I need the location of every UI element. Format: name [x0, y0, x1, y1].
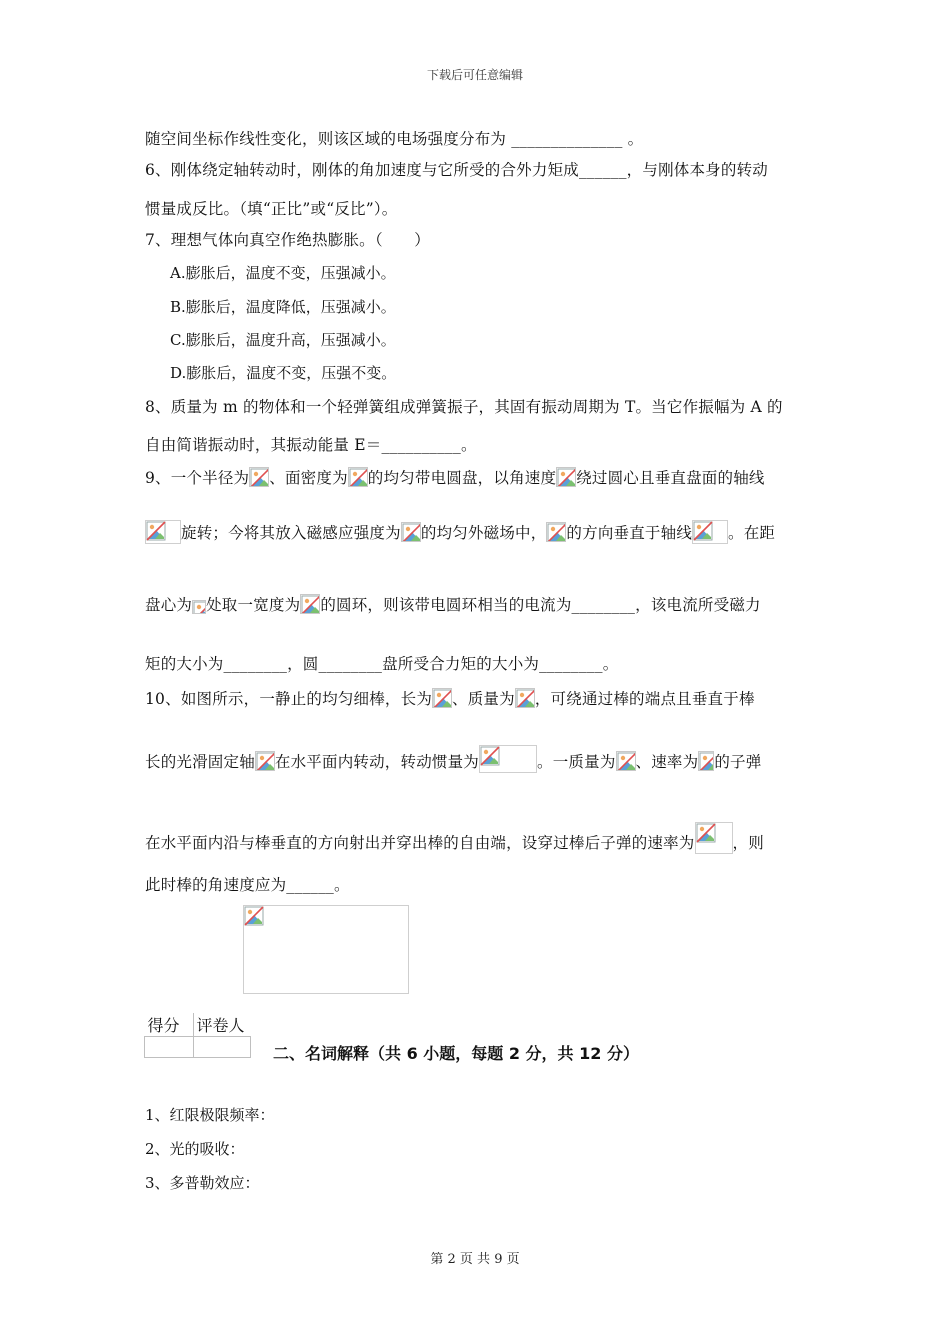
question-10-line-3: 在水平面内沿与棒垂直的方向射出并穿出棒的自由端，设穿过棒后子弹的速率为 ，则 — [145, 822, 764, 854]
score-cell-label: 得分 — [145, 1013, 194, 1037]
broken-image-icon — [255, 751, 275, 771]
term-item-2: 2、光的吸收： — [145, 1140, 245, 1158]
grader-cell-label: 评卷人 — [193, 1013, 251, 1037]
image-frame — [145, 520, 181, 544]
question-8-line-2: 自由简谐振动时，其振动能量 E＝__________。 — [145, 436, 477, 454]
broken-image-icon — [249, 467, 269, 487]
option-b: B.膨胀后，温度降低，压强减小。 — [170, 298, 396, 316]
question-6-line-1: 6、刚体绕定轴转动时，刚体的角加速度与它所受的合外力矩成______，与刚体本身的转动 — [145, 161, 768, 179]
score-table — [144, 1013, 251, 1058]
question-10-line-4: 此时棒的角速度应为______。 — [145, 876, 350, 894]
section-title: 二、名词解释（共 6 小题，每题 2 分，共 12 分） — [273, 1044, 639, 1063]
broken-image-icon — [401, 522, 421, 542]
page-footer: 第 2 页 共 9 页 — [430, 1252, 520, 1267]
broken-image-icon — [556, 467, 576, 487]
page-header: 下载后可任意编辑 — [426, 68, 523, 82]
broken-image-icon — [480, 746, 500, 766]
question-10-line-1: 10、如图所示，一静止的均匀细棒，长为 、质量为 ，可绕通过棒的端点且垂直于棒 — [145, 690, 755, 708]
broken-image-icon — [546, 522, 566, 542]
broken-image-icon — [300, 594, 320, 614]
broken-image-icon — [616, 751, 636, 771]
grader-cell[interactable] — [193, 1037, 251, 1058]
question-9-line-3: 盘心为 处取一宽度为 的圆环，则该带电圆环相当的电流为________，该电流所受磁力 — [145, 594, 761, 616]
broken-image-icon — [432, 688, 452, 708]
text-line: 随空间坐标作线性变化，则该区域的电场强度分布为 ______________ 。 — [145, 130, 644, 148]
broken-image-icon — [244, 906, 264, 926]
option-d: D.膨胀后，温度不变，压强不变。 — [170, 364, 397, 382]
question-9-line-4: 矩的大小为________，圆________盘所受合力矩的大小为________。 — [145, 655, 619, 673]
broken-image-icon — [515, 688, 535, 708]
option-c: C.膨胀后，温度升高，压强减小。 — [170, 331, 396, 349]
broken-image-icon — [693, 521, 713, 541]
broken-image-icon — [192, 600, 206, 614]
broken-image-icon — [146, 521, 166, 541]
image-frame — [479, 745, 537, 773]
question-7: 7、理想气体向真空作绝热膨胀。（ ） — [145, 231, 430, 249]
option-a: A.膨胀后，温度不变，压强减小。 — [170, 264, 396, 282]
image-frame — [692, 520, 728, 544]
term-item-3: 3、多普勒效应： — [145, 1174, 260, 1192]
question-6-line-2: 惯量成反比。（填“正比”或“反比”）。 — [145, 200, 398, 218]
score-cell[interactable] — [145, 1037, 194, 1058]
broken-image-icon — [698, 751, 714, 771]
image-frame — [695, 822, 733, 854]
question-9-line-1: 9、一个半径为 、面密度为 的均匀带电圆盘，以角速度 绕过圆心且垂直盘面的轴线 — [145, 469, 765, 487]
broken-image-icon — [348, 467, 368, 487]
term-item-1: 1、红限极限频率： — [145, 1106, 275, 1124]
figure-placeholder — [243, 905, 409, 994]
question-10-line-2: 长的光滑固定轴 在水平面内转动，转动惯量为 。一质量为 、速率为 的子弹 — [145, 745, 761, 773]
broken-image-icon — [696, 823, 716, 843]
question-8-line-1: 8、质量为 m 的物体和一个轻弹簧组成弹簧振子，其固有振动周期为 T。当它作振幅为 A 的 — [145, 398, 783, 416]
question-9-line-2: 旋转；今将其放入磁感应强度为 的均匀外磁场中， 的方向垂直于轴线 。在距 — [145, 520, 775, 544]
